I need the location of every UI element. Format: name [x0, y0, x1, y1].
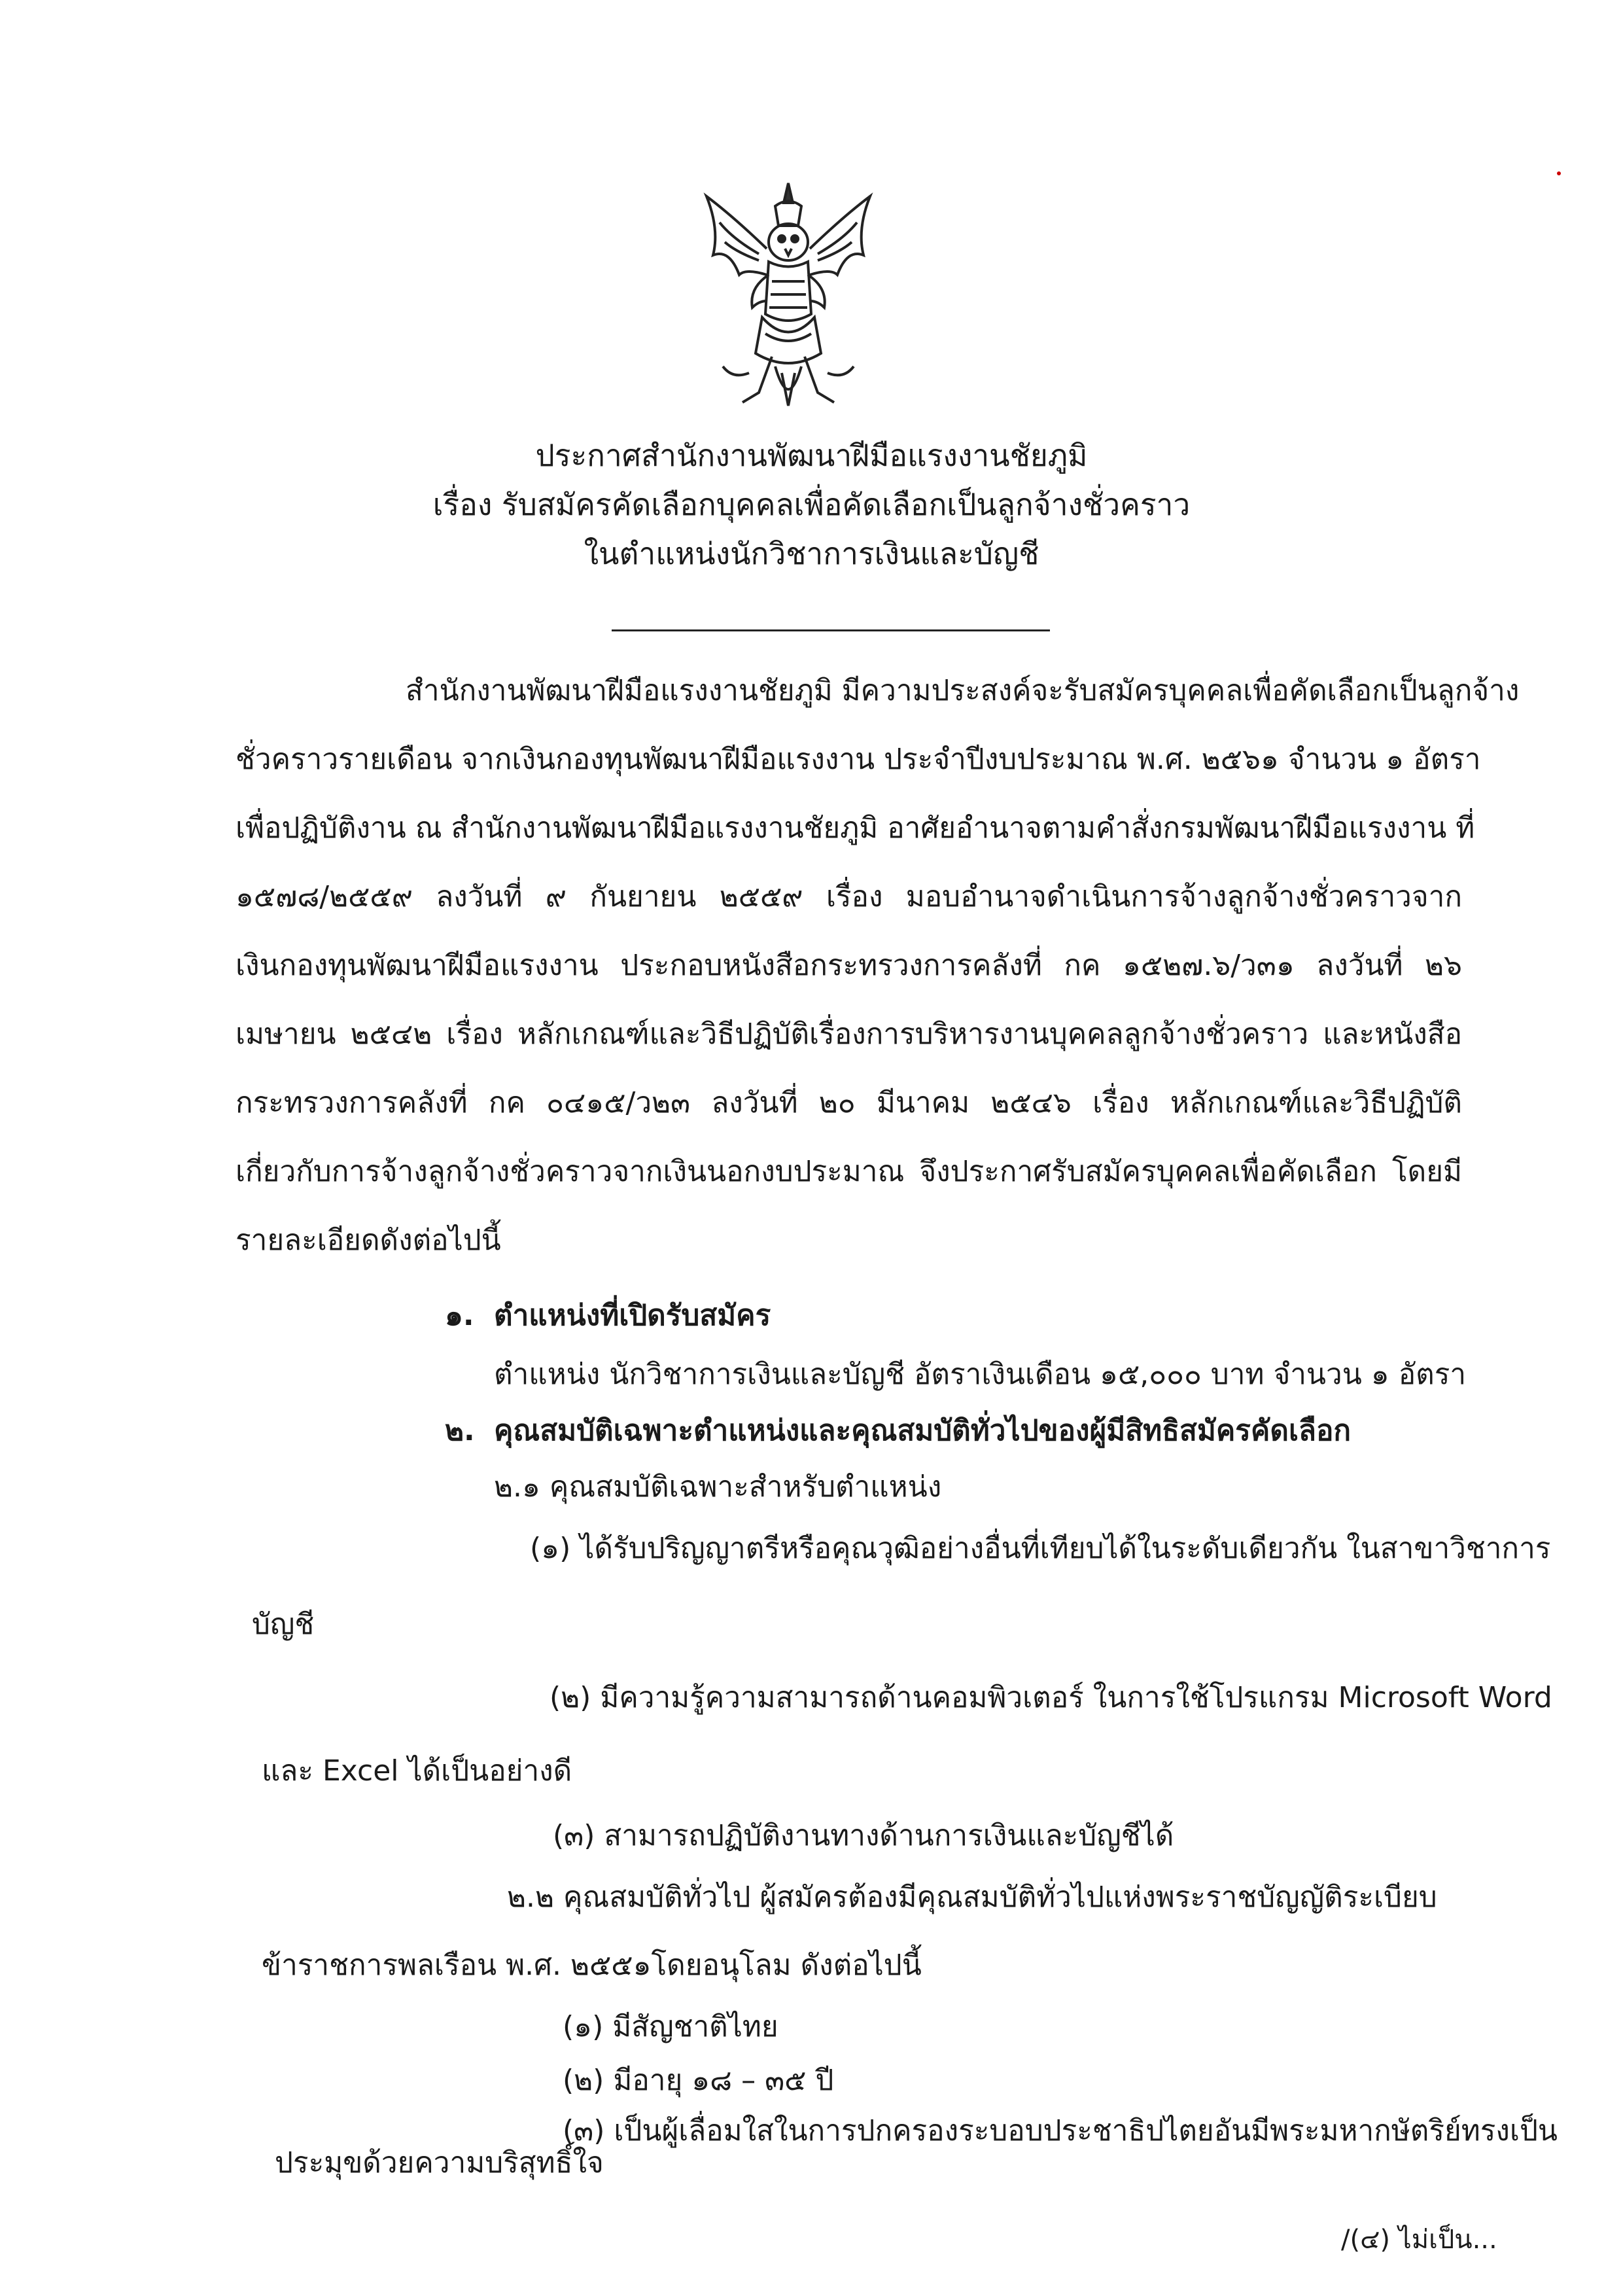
section-number: ๒. — [445, 1413, 475, 1447]
announcement-position: ในตำแหน่งนักวิชาการเงินและบัญชี — [584, 536, 1039, 571]
announcement-subject: เรื่อง รับสมัครคัดเลือกบุคคลเพื่อคัดเลือกเป็นลูกจ้างชั่วคราว — [432, 487, 1191, 522]
announcement-title: ประกาศสำนักงานพัฒนาฝีมือแรงงานชัยภูมิ — [535, 438, 1088, 473]
intro-line: เกี่ยวกับการจ้างลูกจ้างชั่วคราวจากเงินนอกงบประมาณ จึงประกาศรับสมัครบุคคลเพื่อคัดเลือก โดยมี — [236, 1155, 1462, 1188]
list-item-continuation: ประมุขด้วยความบริสุทธิ์ใจ — [275, 2146, 604, 2180]
section-heading: คุณสมบัติเฉพาะตำแหน่งและคุณสมบัติทั่วไปของผู้มีสิทธิสมัครคัดเลือก — [494, 1413, 1352, 1447]
intro-line: เมษายน ๒๕๔๒ เรื่อง หลักเกณฑ์และวิธีปฏิบัติเรื่องการบริหารงานบุคคลลูกจ้างชั่วคราว และหนังสือ — [236, 1017, 1462, 1051]
section-heading: ตำแหน่งที่เปิดรับสมัคร — [494, 1299, 771, 1332]
list-item: (๑) ได้รับปริญญาตรีหรือคุณวุฒิอย่างอื่นที่เทียบได้ในระดับเดียวกัน ในสาขาวิชาการ — [530, 1532, 1551, 1566]
intro-line: สำนักงานพัฒนาฝีมือแรงงานชัยภูมิ มีความประสงค์จะรับสมัครบุคคลเพื่อคัดเลือกเป็นลูกจ้าง — [406, 674, 1520, 707]
garuda-emblem-icon — [693, 177, 883, 419]
intro-line: ชั่วคราวรายเดือน จากเงินกองทุนพัฒนาฝีมือแรงงาน ประจำปีงบประมาณ พ.ศ. ๒๕๖๑ จำนวน ๑ อัตรา — [236, 743, 1481, 776]
scan-mark — [1557, 171, 1561, 175]
list-item: (๓) เป็นผู้เลื่อมใสในการปกครองระบอบประชาธิปไตยอันมีพระมหากษัตริย์ทรงเป็น — [563, 2114, 1558, 2148]
intro-line: กระทรวงการคลังที่ กค ๐๔๑๕/ว๒๓ ลงวันที่ ๒๐ มีนาคม ๒๕๔๖ เรื่อง หลักเกณฑ์และวิธีปฏิบัติ — [236, 1086, 1462, 1120]
section-number: ๑. — [445, 1299, 474, 1332]
footer-continuation: /(๔) ไม่เป็น... — [1341, 2225, 1497, 2255]
subsection-title: ๒.๒ คุณสมบัติทั่วไป ผู้สมัครต้องมีคุณสมบัติทั่วไปแห่งพระราชบัญญัติระเบียบ — [507, 1881, 1437, 1915]
position-detail: ตำแหน่ง นักวิชาการเงินและบัญชี อัตราเงินเดือน ๑๕,๐๐๐ บาท จำนวน ๑ อัตรา — [494, 1357, 1467, 1391]
list-item: (๒) มีความรู้ความสามารถด้านคอมพิวเตอร์ ในการใช้โปรแกรม Microsoft Word — [550, 1681, 1552, 1714]
list-item: (๓) สามารถปฏิบัติงานทางด้านการเงินและบัญชีได้ — [553, 1818, 1174, 1852]
list-item: (๒) มีอายุ ๑๘ – ๓๕ ปี — [563, 2063, 834, 2097]
intro-line: เพื่อปฏิบัติงาน ณ สำนักงานพัฒนาฝีมือแรงงานชัยภูมิ อาศัยอำนาจตามคำสั่งกรมพัฒนาฝีมือแรงงาน ที่ — [236, 811, 1475, 845]
title-divider — [612, 629, 1050, 631]
subsection-continuation: ข้าราชการพลเรือน พ.ศ. ๒๕๕๑โดยอนุโลม ดังต่อไปนี้ — [262, 1948, 922, 1982]
intro-line: เงินกองทุนพัฒนาฝีมือแรงงาน ประกอบหนังสือกระทรวงการคลังที่ กค ๑๕๒๗.๖/ว๓๑ ลงวันที่ ๒๖ — [236, 949, 1462, 982]
list-item-continuation: และ Excel ได้เป็นอย่างดี — [262, 1754, 572, 1788]
list-item-continuation: บัญชี — [252, 1608, 315, 1642]
intro-line: ๑๕๗๘/๒๕๕๙ ลงวันที่ ๙ กันยายน ๒๕๕๙ เรื่อง มอบอำนาจดำเนินการจ้างลูกจ้างชั่วคราวจาก — [236, 880, 1462, 913]
intro-line: รายละเอียดดังต่อไปนี้ — [236, 1224, 501, 1257]
list-item: (๑) มีสัญชาติไทย — [563, 2010, 778, 2044]
subsection-title: ๒.๑ คุณสมบัติเฉพาะสำหรับตำแหน่ง — [494, 1470, 942, 1504]
